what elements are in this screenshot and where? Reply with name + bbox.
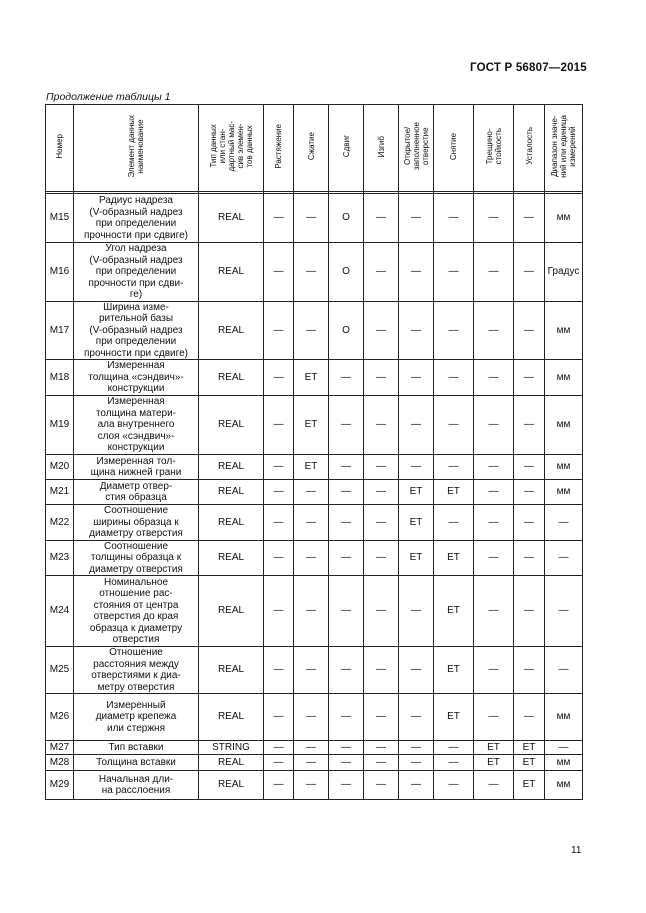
test-applicability-cell: — <box>514 647 545 694</box>
element-name-cell: Соотношение ширины образца к диаметру отверстия <box>74 505 199 541</box>
row-number: M27 <box>46 741 74 755</box>
unit-cell: мм <box>545 455 583 480</box>
test-applicability-cell: — <box>514 360 545 396</box>
test-applicability-cell: — <box>364 741 399 755</box>
col-header-shear: Сдвиг <box>329 105 364 192</box>
test-applicability-cell: ET <box>294 455 329 480</box>
table-row <box>46 480 583 505</box>
test-applicability-cell: — <box>264 576 294 647</box>
test-applicability-cell: O <box>329 243 364 302</box>
col-header-fatigue: Усталость <box>514 105 545 192</box>
element-name-cell: Измеренная тол- щина нижней грани <box>74 455 199 480</box>
test-applicability-cell: — <box>264 771 294 800</box>
test-applicability-cell: — <box>364 647 399 694</box>
row-number: M16 <box>46 243 74 302</box>
test-applicability-cell: — <box>399 755 434 771</box>
test-applicability-cell: — <box>399 694 434 741</box>
unit-cell: — <box>545 741 583 755</box>
col-header-range-or-unit: Диапазон значе- ний или единица измерений <box>545 105 583 192</box>
test-applicability-cell: — <box>514 194 545 243</box>
data-type-cell: REAL <box>199 243 264 302</box>
test-applicability-cell: — <box>329 755 364 771</box>
test-applicability-cell: — <box>264 360 294 396</box>
row-number: M28 <box>46 755 74 771</box>
element-name-cell: Отношение расстояния между отверстиями к диа- метру отверстия <box>74 647 199 694</box>
data-type-cell: REAL <box>199 396 264 455</box>
test-applicability-cell: — <box>434 505 474 541</box>
test-applicability-cell: — <box>294 301 329 360</box>
data-type-cell: REAL <box>199 694 264 741</box>
element-name-cell: Толщина вставки <box>74 755 199 771</box>
col-header-number: Номер <box>46 105 74 192</box>
test-applicability-cell: — <box>474 360 514 396</box>
test-applicability-cell: — <box>294 755 329 771</box>
row-number: M15 <box>46 194 74 243</box>
test-applicability-cell: — <box>399 741 434 755</box>
test-applicability-cell: — <box>294 480 329 505</box>
test-applicability-cell: ET <box>294 360 329 396</box>
test-applicability-cell: — <box>514 243 545 302</box>
data-type-cell: REAL <box>199 505 264 541</box>
test-applicability-cell: — <box>264 396 294 455</box>
test-applicability-cell: — <box>399 194 434 243</box>
table-row <box>46 396 583 455</box>
row-number: M20 <box>46 455 74 480</box>
test-applicability-cell: — <box>434 455 474 480</box>
test-applicability-cell: — <box>329 576 364 647</box>
test-applicability-cell: — <box>514 576 545 647</box>
row-number: M21 <box>46 480 74 505</box>
test-applicability-cell: — <box>434 360 474 396</box>
test-applicability-cell: — <box>294 647 329 694</box>
col-header-open-filled-hole: Открытое/ заполненное отверстие <box>399 105 434 192</box>
test-applicability-cell: ET <box>514 771 545 800</box>
test-applicability-cell: — <box>474 455 514 480</box>
test-applicability-cell: — <box>364 480 399 505</box>
test-applicability-cell: — <box>329 741 364 755</box>
test-applicability-cell: — <box>474 243 514 302</box>
test-applicability-cell: ET <box>399 480 434 505</box>
data-type-cell: REAL <box>199 360 264 396</box>
col-header-bearing: Снятие <box>434 105 474 192</box>
test-applicability-cell: — <box>474 396 514 455</box>
row-number: M22 <box>46 505 74 541</box>
table-row <box>46 194 583 243</box>
data-type-cell: REAL <box>199 576 264 647</box>
test-applicability-cell: — <box>514 505 545 541</box>
test-applicability-cell: — <box>264 694 294 741</box>
test-applicability-cell: — <box>364 755 399 771</box>
test-applicability-cell: — <box>399 360 434 396</box>
unit-cell: Градус <box>545 243 583 302</box>
unit-cell: мм <box>545 694 583 741</box>
test-applicability-cell: — <box>264 647 294 694</box>
test-applicability-cell: — <box>329 771 364 800</box>
test-applicability-cell: O <box>329 301 364 360</box>
test-applicability-cell: — <box>364 505 399 541</box>
test-applicability-cell: — <box>294 243 329 302</box>
element-name-cell: Радиус надреза (V-образный надрез при определении прочности при сдвиге) <box>74 194 199 243</box>
col-header-element-name: Элемент данных наименование <box>74 105 199 192</box>
test-applicability-cell: ET <box>294 396 329 455</box>
test-applicability-cell: ET <box>434 647 474 694</box>
element-name-cell: Диаметр отвер- стия образца <box>74 480 199 505</box>
data-type-cell: REAL <box>199 755 264 771</box>
test-applicability-cell: ET <box>434 480 474 505</box>
test-applicability-cell: — <box>294 505 329 541</box>
col-header-fracture-toughness: Трещино- стойкость <box>474 105 514 192</box>
test-applicability-cell: — <box>364 194 399 243</box>
test-applicability-cell: — <box>399 396 434 455</box>
test-applicability-cell: — <box>514 480 545 505</box>
data-table <box>45 104 583 800</box>
test-applicability-cell: — <box>474 194 514 243</box>
element-name-cell: Измеренный диаметр крепежа или стержня <box>74 694 199 741</box>
element-name-cell: Тип вставки <box>74 741 199 755</box>
element-name-cell: Угол надреза (V-образный надрез при определении прочности при сдви- ге) <box>74 243 199 302</box>
test-applicability-cell: — <box>514 455 545 480</box>
col-header-data-type: Тип данных или стан- дартный мас- сив элемен- тов данных <box>199 105 264 192</box>
table-row <box>46 771 583 800</box>
unit-cell: — <box>545 647 583 694</box>
test-applicability-cell: — <box>474 505 514 541</box>
test-applicability-cell: ET <box>514 755 545 771</box>
element-name-cell: Начальная дли- на расслоения <box>74 771 199 800</box>
test-applicability-cell: — <box>514 694 545 741</box>
col-header-bending: Изгиб <box>364 105 399 192</box>
test-applicability-cell: — <box>264 755 294 771</box>
test-applicability-cell: — <box>434 301 474 360</box>
test-applicability-cell: — <box>514 396 545 455</box>
test-applicability-cell: ET <box>434 576 474 647</box>
element-name-cell: Номинальное отношение рас- стояния от центра отверстия до края образца к диаметру отверстия <box>74 576 199 647</box>
row-number: M18 <box>46 360 74 396</box>
data-type-cell: REAL <box>199 540 264 576</box>
data-type-cell: REAL <box>199 301 264 360</box>
test-applicability-cell: — <box>364 771 399 800</box>
test-applicability-cell: ET <box>474 755 514 771</box>
test-applicability-cell: — <box>294 576 329 647</box>
test-applicability-cell: — <box>399 647 434 694</box>
row-number: M29 <box>46 771 74 800</box>
test-applicability-cell: ET <box>399 505 434 541</box>
test-applicability-cell: — <box>294 194 329 243</box>
table-row <box>46 647 583 694</box>
test-applicability-cell: — <box>399 771 434 800</box>
test-applicability-cell: — <box>434 396 474 455</box>
test-applicability-cell: — <box>474 647 514 694</box>
test-applicability-cell: — <box>364 694 399 741</box>
element-name-cell: Измеренная толщина матери- ала внутреннего слоя «сэндвич»- конструкции <box>74 396 199 455</box>
test-applicability-cell: — <box>264 301 294 360</box>
data-type-cell: REAL <box>199 480 264 505</box>
row-number: M19 <box>46 396 74 455</box>
test-applicability-cell: — <box>264 243 294 302</box>
test-applicability-cell: — <box>514 301 545 360</box>
test-applicability-cell: ET <box>474 741 514 755</box>
header-row <box>46 105 583 192</box>
unit-cell: мм <box>545 480 583 505</box>
test-applicability-cell: — <box>264 194 294 243</box>
test-applicability-cell: — <box>264 455 294 480</box>
test-applicability-cell: — <box>364 576 399 647</box>
data-type-cell: REAL <box>199 647 264 694</box>
table-row <box>46 694 583 741</box>
standard-number: ГОСТ Р 56807—2015 <box>470 62 587 74</box>
element-name-cell: Ширина изме- рительной базы (V-образный надрез при определении прочности при сдвиге) <box>74 301 199 360</box>
test-applicability-cell: — <box>264 480 294 505</box>
test-applicability-cell: — <box>264 505 294 541</box>
test-applicability-cell: — <box>329 694 364 741</box>
test-applicability-cell: — <box>329 455 364 480</box>
unit-cell: мм <box>545 194 583 243</box>
data-type-cell: REAL <box>199 455 264 480</box>
table-row <box>46 455 583 480</box>
table-row <box>46 505 583 541</box>
test-applicability-cell: — <box>474 576 514 647</box>
row-number: M26 <box>46 694 74 741</box>
table-body <box>46 194 583 800</box>
test-applicability-cell: — <box>474 480 514 505</box>
test-applicability-cell: — <box>329 480 364 505</box>
unit-cell: мм <box>545 396 583 455</box>
test-applicability-cell: — <box>434 194 474 243</box>
test-applicability-cell: — <box>434 771 474 800</box>
unit-cell: мм <box>545 360 583 396</box>
element-name-cell: Измеренная толщина «сэндвич»- конструкции <box>74 360 199 396</box>
test-applicability-cell: — <box>434 741 474 755</box>
test-applicability-cell: — <box>474 771 514 800</box>
test-applicability-cell: ET <box>399 540 434 576</box>
table-row <box>46 741 583 755</box>
row-number: M24 <box>46 576 74 647</box>
test-applicability-cell: — <box>364 540 399 576</box>
table-row <box>46 301 583 360</box>
table-row <box>46 540 583 576</box>
unit-cell: — <box>545 505 583 541</box>
test-applicability-cell: ET <box>434 694 474 741</box>
test-applicability-cell: — <box>399 576 434 647</box>
test-applicability-cell: — <box>514 540 545 576</box>
test-applicability-cell: — <box>474 301 514 360</box>
unit-cell: мм <box>545 755 583 771</box>
test-applicability-cell: — <box>399 455 434 480</box>
test-applicability-cell: — <box>399 243 434 302</box>
test-applicability-cell: O <box>329 194 364 243</box>
element-name-cell: Соотношение толщины образца к диаметру отверстия <box>74 540 199 576</box>
test-applicability-cell: — <box>329 396 364 455</box>
test-applicability-cell: — <box>294 540 329 576</box>
test-applicability-cell: — <box>364 396 399 455</box>
test-applicability-cell: — <box>434 243 474 302</box>
test-applicability-cell: — <box>399 301 434 360</box>
row-number: M25 <box>46 647 74 694</box>
test-applicability-cell: — <box>294 771 329 800</box>
test-applicability-cell: — <box>264 741 294 755</box>
table-caption: Продолжение таблицы 1 <box>46 91 171 103</box>
row-number: M23 <box>46 540 74 576</box>
test-applicability-cell: — <box>364 360 399 396</box>
data-type-cell: REAL <box>199 194 264 243</box>
table-row <box>46 576 583 647</box>
test-applicability-cell: — <box>474 694 514 741</box>
test-applicability-cell: — <box>474 540 514 576</box>
test-applicability-cell: — <box>294 741 329 755</box>
unit-cell: — <box>545 576 583 647</box>
table-row <box>46 360 583 396</box>
data-type-cell: REAL <box>199 771 264 800</box>
test-applicability-cell: — <box>329 540 364 576</box>
test-applicability-cell: ET <box>514 741 545 755</box>
test-applicability-cell: — <box>434 755 474 771</box>
test-applicability-cell: — <box>329 505 364 541</box>
test-applicability-cell: — <box>329 360 364 396</box>
unit-cell: мм <box>545 771 583 800</box>
page-number: 11 <box>571 845 582 856</box>
row-number: M17 <box>46 301 74 360</box>
test-applicability-cell: — <box>329 647 364 694</box>
test-applicability-cell: — <box>294 694 329 741</box>
col-header-compression: Сжатие <box>294 105 329 192</box>
test-applicability-cell: — <box>264 540 294 576</box>
unit-cell: — <box>545 540 583 576</box>
table-row <box>46 755 583 771</box>
test-applicability-cell: — <box>364 455 399 480</box>
data-type-cell: STRING <box>199 741 264 755</box>
table-row <box>46 243 583 302</box>
test-applicability-cell: — <box>364 243 399 302</box>
test-applicability-cell: ET <box>434 540 474 576</box>
unit-cell: мм <box>545 301 583 360</box>
col-header-tension: Растяжение <box>264 105 294 192</box>
test-applicability-cell: — <box>364 301 399 360</box>
